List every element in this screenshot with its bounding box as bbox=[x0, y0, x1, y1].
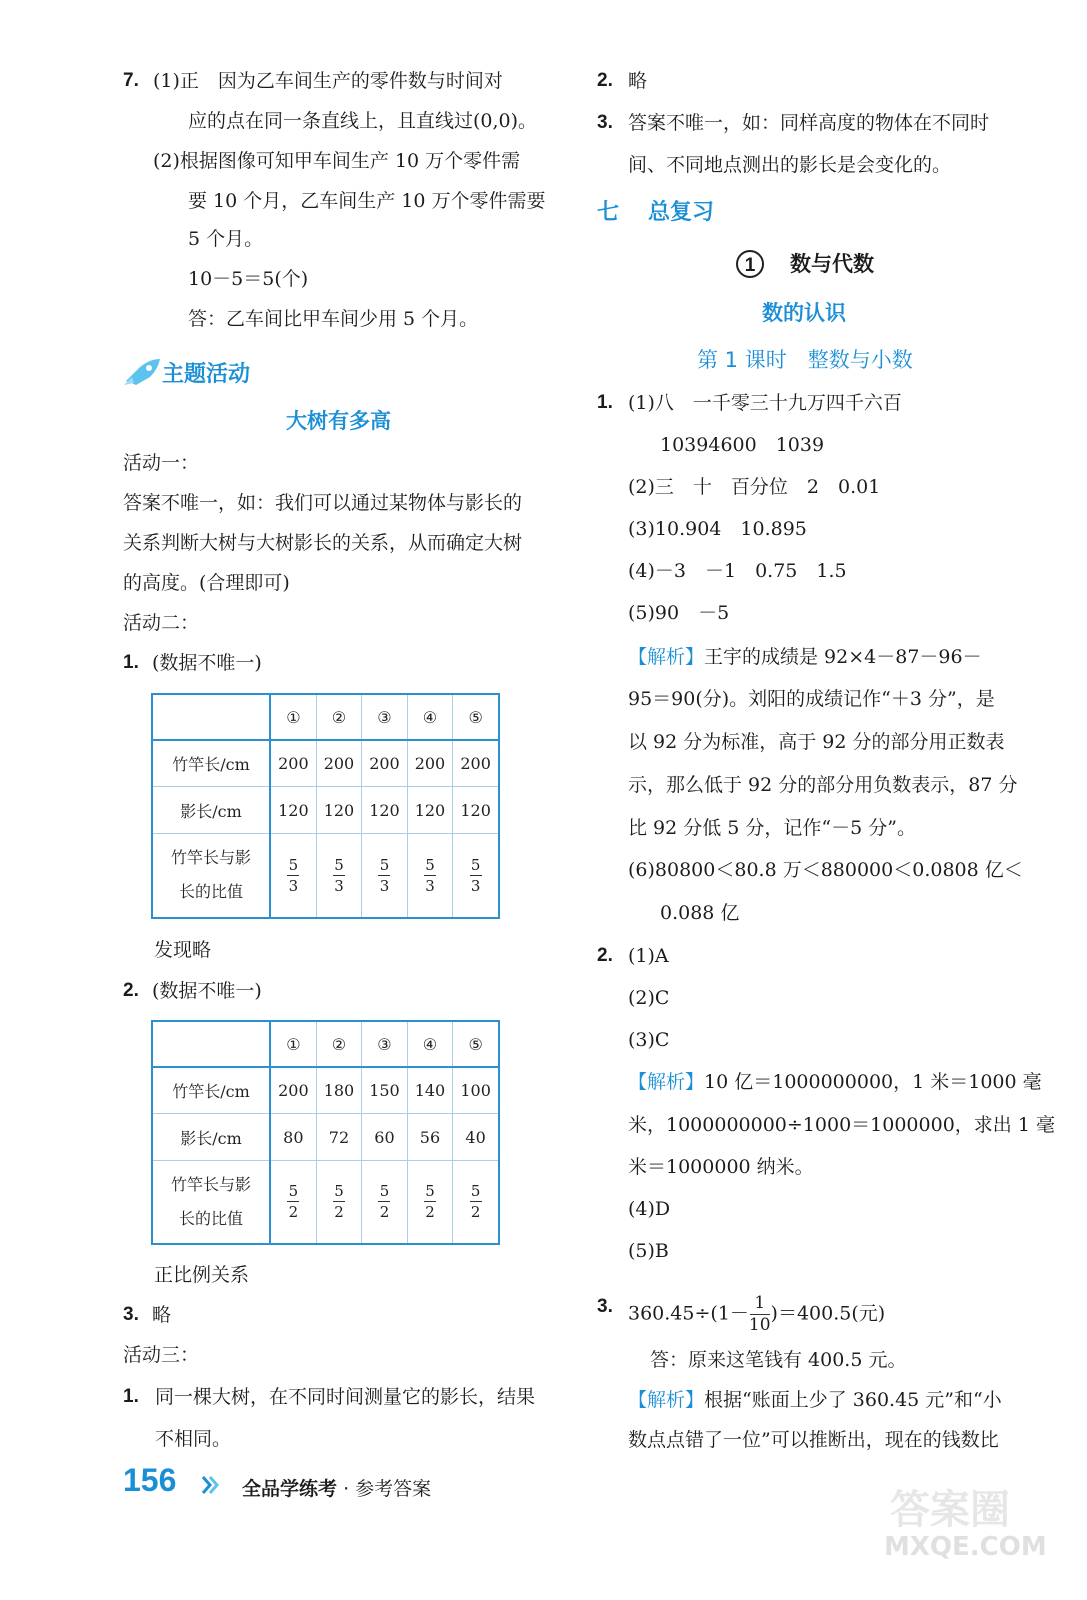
table-col-header: ④ bbox=[407, 1021, 453, 1067]
analysis1-line2: 95＝90(分)。刘阳的成绩记作“＋3 分”，是 bbox=[628, 688, 995, 710]
a2-part3: (3)C bbox=[628, 1029, 670, 1051]
rocket-icon bbox=[122, 355, 162, 387]
row-label-ratio-a: 竹竿长与影 bbox=[170, 848, 251, 868]
ratio-cell bbox=[453, 1160, 499, 1244]
frac-den: 3 bbox=[334, 876, 344, 895]
table-col-header: ② bbox=[316, 694, 362, 740]
row-label-ratio-a: 竹竿长与影 bbox=[170, 1174, 251, 1194]
table-cell: 200 bbox=[362, 740, 408, 786]
frac-num: 5 bbox=[379, 855, 390, 874]
a3-expr-part-b: )＝400.5(元) bbox=[770, 1302, 886, 1325]
act3-line1: 同一棵大树，在不同时间测量它的影长，结果 bbox=[155, 1386, 536, 1408]
act2-q3-text: 略 bbox=[152, 1304, 172, 1326]
analysis2-line3: 米＝1000000 纳米。 bbox=[628, 1156, 814, 1178]
footer-section: 参考答案 bbox=[355, 1478, 432, 1500]
table-col-header: ① bbox=[270, 1021, 316, 1067]
page-number: 156 bbox=[123, 1462, 177, 1498]
q7-line1: (1)正 因为乙车间生产的零件数与时间对 bbox=[153, 70, 503, 92]
frac-num: 5 bbox=[334, 1182, 344, 1201]
ratio-cell bbox=[453, 833, 499, 918]
frac-den: 2 bbox=[425, 1203, 435, 1222]
a3-frac-num: 1 bbox=[754, 1293, 766, 1313]
row-label-shadow: 影长/cm bbox=[152, 787, 270, 833]
chapter-title: 总复习 bbox=[648, 200, 715, 225]
table-cell: 150 bbox=[362, 1067, 408, 1113]
row-label-ratio bbox=[152, 833, 270, 918]
unit-number-badge bbox=[736, 250, 764, 278]
table-cell: 140 bbox=[407, 1067, 453, 1113]
frac-den: 3 bbox=[379, 876, 390, 895]
ratio-cell bbox=[362, 833, 408, 918]
analysis3-text: 根据“账面上少了 360.45 元”和“小 bbox=[704, 1389, 1002, 1411]
table-cell: 100 bbox=[453, 1067, 499, 1113]
table-cell: 120 bbox=[270, 787, 316, 833]
a2-part5: (5)B bbox=[628, 1240, 669, 1262]
a2-part1: (1)A bbox=[628, 945, 669, 967]
ratio-cell bbox=[362, 1160, 408, 1244]
frac-num: 5 bbox=[425, 855, 435, 874]
analysis-tag: 【解析】 bbox=[628, 646, 705, 668]
a3-answer: 答：原来这笔钱有 400.5 元。 bbox=[650, 1349, 907, 1371]
r2-number: 2. bbox=[597, 70, 613, 91]
table-col-header: ③ bbox=[362, 1021, 408, 1067]
table-cell: 200 bbox=[270, 740, 316, 786]
frac-num: 5 bbox=[470, 855, 481, 874]
table-col-header: ③ bbox=[362, 694, 408, 740]
frac-den: 3 bbox=[288, 876, 299, 895]
analysis1-line3: 以 92 分为标准，高于 92 分的部分用正数表 bbox=[628, 731, 1005, 753]
frac-num: 5 bbox=[334, 855, 344, 874]
ratio-cell bbox=[270, 833, 316, 918]
a3-frac-den: 10 bbox=[748, 1315, 771, 1335]
frac-num: 5 bbox=[288, 855, 299, 874]
a1-part3: (3)10.904 10.895 bbox=[628, 518, 807, 540]
table-cell: 120 bbox=[407, 787, 453, 833]
analysis3-line2: 数点点错了一位”可以推断出，现在的钱数比 bbox=[628, 1429, 999, 1451]
table-col-header: ⑤ bbox=[453, 1021, 499, 1067]
a1-part5: (5)90 －5 bbox=[628, 602, 730, 624]
activity1-line3: 的高度。(合理即可) bbox=[123, 572, 290, 594]
frac-den: 2 bbox=[470, 1203, 481, 1222]
watermark-url: MXQE.COM bbox=[884, 1532, 1047, 1562]
a1-part1-values: 10394600 1039 bbox=[660, 434, 825, 456]
row-label-ratio-b: 长的比值 bbox=[178, 882, 243, 902]
r3-line2: 间、不同地点测出的影长是会变化的。 bbox=[628, 154, 952, 176]
table-cell: 120 bbox=[453, 787, 499, 833]
act2-q1-note: (数据不唯一) bbox=[152, 652, 262, 674]
table-cell: 200 bbox=[316, 740, 362, 786]
data-table-1 bbox=[151, 693, 500, 919]
table-cell: 180 bbox=[316, 1067, 362, 1113]
frac-num: 5 bbox=[425, 1182, 435, 1201]
analysis1-text: 王宇的成绩是 92×4－87－96－ bbox=[704, 646, 982, 668]
table-col-header: ④ bbox=[407, 694, 453, 740]
ratio-cell bbox=[407, 1160, 453, 1244]
frac-den: 3 bbox=[470, 876, 481, 895]
q7-number: 7. bbox=[123, 70, 139, 91]
act2-q2-note: (数据不唯一) bbox=[152, 980, 262, 1002]
q7-line5: 5 个月。 bbox=[188, 228, 264, 250]
q7-line3: (2)根据图像可知甲车间生产 10 万个零件需 bbox=[153, 150, 521, 172]
frac-num: 5 bbox=[379, 1182, 390, 1201]
q7-line7: 答：乙车间比甲车间少用 5 个月。 bbox=[188, 308, 479, 330]
ratio-cell bbox=[316, 833, 362, 918]
table-cell: 200 bbox=[407, 740, 453, 786]
r2-text: 略 bbox=[628, 70, 648, 92]
data-table-2 bbox=[151, 1020, 500, 1245]
a3-expr-part-a: 360.45÷(1－ bbox=[628, 1302, 749, 1325]
activity1-label: 活动一： bbox=[123, 452, 200, 474]
ratio-cell bbox=[270, 1160, 316, 1244]
relation-text: 正比例关系 bbox=[154, 1264, 250, 1286]
activity1-line1: 答案不唯一，如：我们可以通过某物体与影长的 bbox=[123, 492, 523, 514]
table-corner bbox=[152, 694, 270, 740]
chapter-number: 七 bbox=[597, 200, 620, 225]
row-label-ratio bbox=[152, 1160, 270, 1244]
table-cell: 60 bbox=[362, 1114, 408, 1160]
table-cell: 80 bbox=[270, 1114, 316, 1160]
r3-number: 3. bbox=[597, 112, 613, 133]
section-title: 数的认识 bbox=[762, 301, 846, 325]
r3-line1: 答案不唯一，如：同样高度的物体在不同时 bbox=[628, 112, 990, 134]
a3-expression bbox=[628, 1294, 885, 1335]
activity1-line2: 关系判断大树与大树影长的关系，从而确定大树 bbox=[123, 532, 523, 554]
a1-part2: (2)三 十 百分位 2 0.01 bbox=[628, 476, 881, 498]
analysis2-line1 bbox=[628, 1069, 1042, 1095]
unit-title: 数与代数 bbox=[790, 252, 874, 276]
footer-dot: · bbox=[343, 1478, 350, 1500]
table-col-header: ① bbox=[270, 694, 316, 740]
analysis2-line2: 米，1000000000÷1000＝1000000，求出 1 毫 bbox=[628, 1114, 1055, 1136]
analysis2-text: 10 亿＝1000000000，1 米＝1000 毫 bbox=[704, 1071, 1042, 1093]
a1-part1: (1)八 一千零三十九万四千六百 bbox=[628, 392, 902, 414]
subtitle-big-tree: 大树有多高 bbox=[286, 409, 391, 433]
row-label-pole: 竹竿长/cm bbox=[152, 740, 270, 786]
analysis1-line5: 比 92 分低 5 分，记作“－5 分”。 bbox=[628, 817, 916, 839]
analysis-tag: 【解析】 bbox=[628, 1389, 705, 1411]
footer-book: 全品学练考 bbox=[242, 1478, 338, 1500]
row-label-pole: 竹竿长/cm bbox=[152, 1067, 270, 1113]
table-cell: 200 bbox=[453, 740, 499, 786]
table-cell: 40 bbox=[453, 1114, 499, 1160]
act3-line2: 不相同。 bbox=[155, 1428, 232, 1450]
activity2-label: 活动二： bbox=[123, 612, 200, 634]
frac-den: 2 bbox=[379, 1203, 390, 1222]
table-cell: 56 bbox=[407, 1114, 453, 1160]
theme-activity-title: 主题活动 bbox=[162, 362, 251, 387]
frac-num: 5 bbox=[470, 1182, 481, 1201]
table-col-header: ⑤ bbox=[453, 694, 499, 740]
analysis-tag: 【解析】 bbox=[628, 1071, 705, 1093]
unit-number: 1 bbox=[736, 250, 764, 278]
table-cell: 120 bbox=[316, 787, 362, 833]
table-col-header: ② bbox=[316, 1021, 362, 1067]
finding-text: 发现略 bbox=[154, 939, 212, 961]
activity3-label: 活动三： bbox=[123, 1344, 200, 1366]
table-corner bbox=[152, 1021, 270, 1067]
act2-q2-number: 2. bbox=[123, 980, 139, 1001]
analysis3-line1 bbox=[628, 1387, 1002, 1413]
lesson-title: 第 1 课时 整数与小数 bbox=[697, 348, 913, 372]
watermark-logo: 答案圈 bbox=[890, 1487, 1010, 1533]
row-label-ratio-b: 长的比值 bbox=[178, 1208, 243, 1228]
a2-number: 2. bbox=[597, 945, 613, 966]
a2-part2: (2)C bbox=[628, 987, 670, 1009]
a3-number: 3. bbox=[597, 1296, 613, 1317]
act3-q1-number: 1. bbox=[123, 1386, 139, 1407]
ratio-cell bbox=[407, 833, 453, 918]
table-cell: 72 bbox=[316, 1114, 362, 1160]
frac-num: 5 bbox=[288, 1182, 299, 1201]
table-cell: 120 bbox=[362, 787, 408, 833]
a1-part6: (6)80800＜80.8 万＜880000＜0.0808 亿＜ bbox=[628, 859, 1023, 881]
double-chevron-icon bbox=[200, 1474, 222, 1500]
frac-den: 2 bbox=[288, 1203, 299, 1222]
q7-line4: 要 10 个月，乙车间生产 10 万个零件需要 bbox=[188, 190, 546, 212]
q7-line2: 应的点在同一条直线上，且直线过(0,0)。 bbox=[188, 110, 538, 132]
a1-number: 1. bbox=[597, 392, 613, 413]
a1-part6-cont: 0.088 亿 bbox=[660, 902, 740, 924]
q7-line6: 10－5＝5(个) bbox=[188, 268, 309, 290]
ratio-cell bbox=[316, 1160, 362, 1244]
row-label-shadow: 影长/cm bbox=[152, 1114, 270, 1160]
a2-part4: (4)D bbox=[628, 1198, 671, 1220]
frac-den: 3 bbox=[425, 876, 435, 895]
table-cell: 200 bbox=[270, 1067, 316, 1113]
frac-den: 2 bbox=[334, 1203, 344, 1222]
analysis1-line1 bbox=[628, 644, 982, 670]
act2-q1-number: 1. bbox=[123, 652, 139, 673]
act2-q3-number: 3. bbox=[123, 1304, 139, 1325]
footer-book-title bbox=[242, 1474, 431, 1501]
analysis1-line4: 示，那么低于 92 分的部分用负数表示，87 分 bbox=[628, 774, 1018, 796]
a1-part4: (4)－3 －1 0.75 1.5 bbox=[628, 560, 847, 582]
